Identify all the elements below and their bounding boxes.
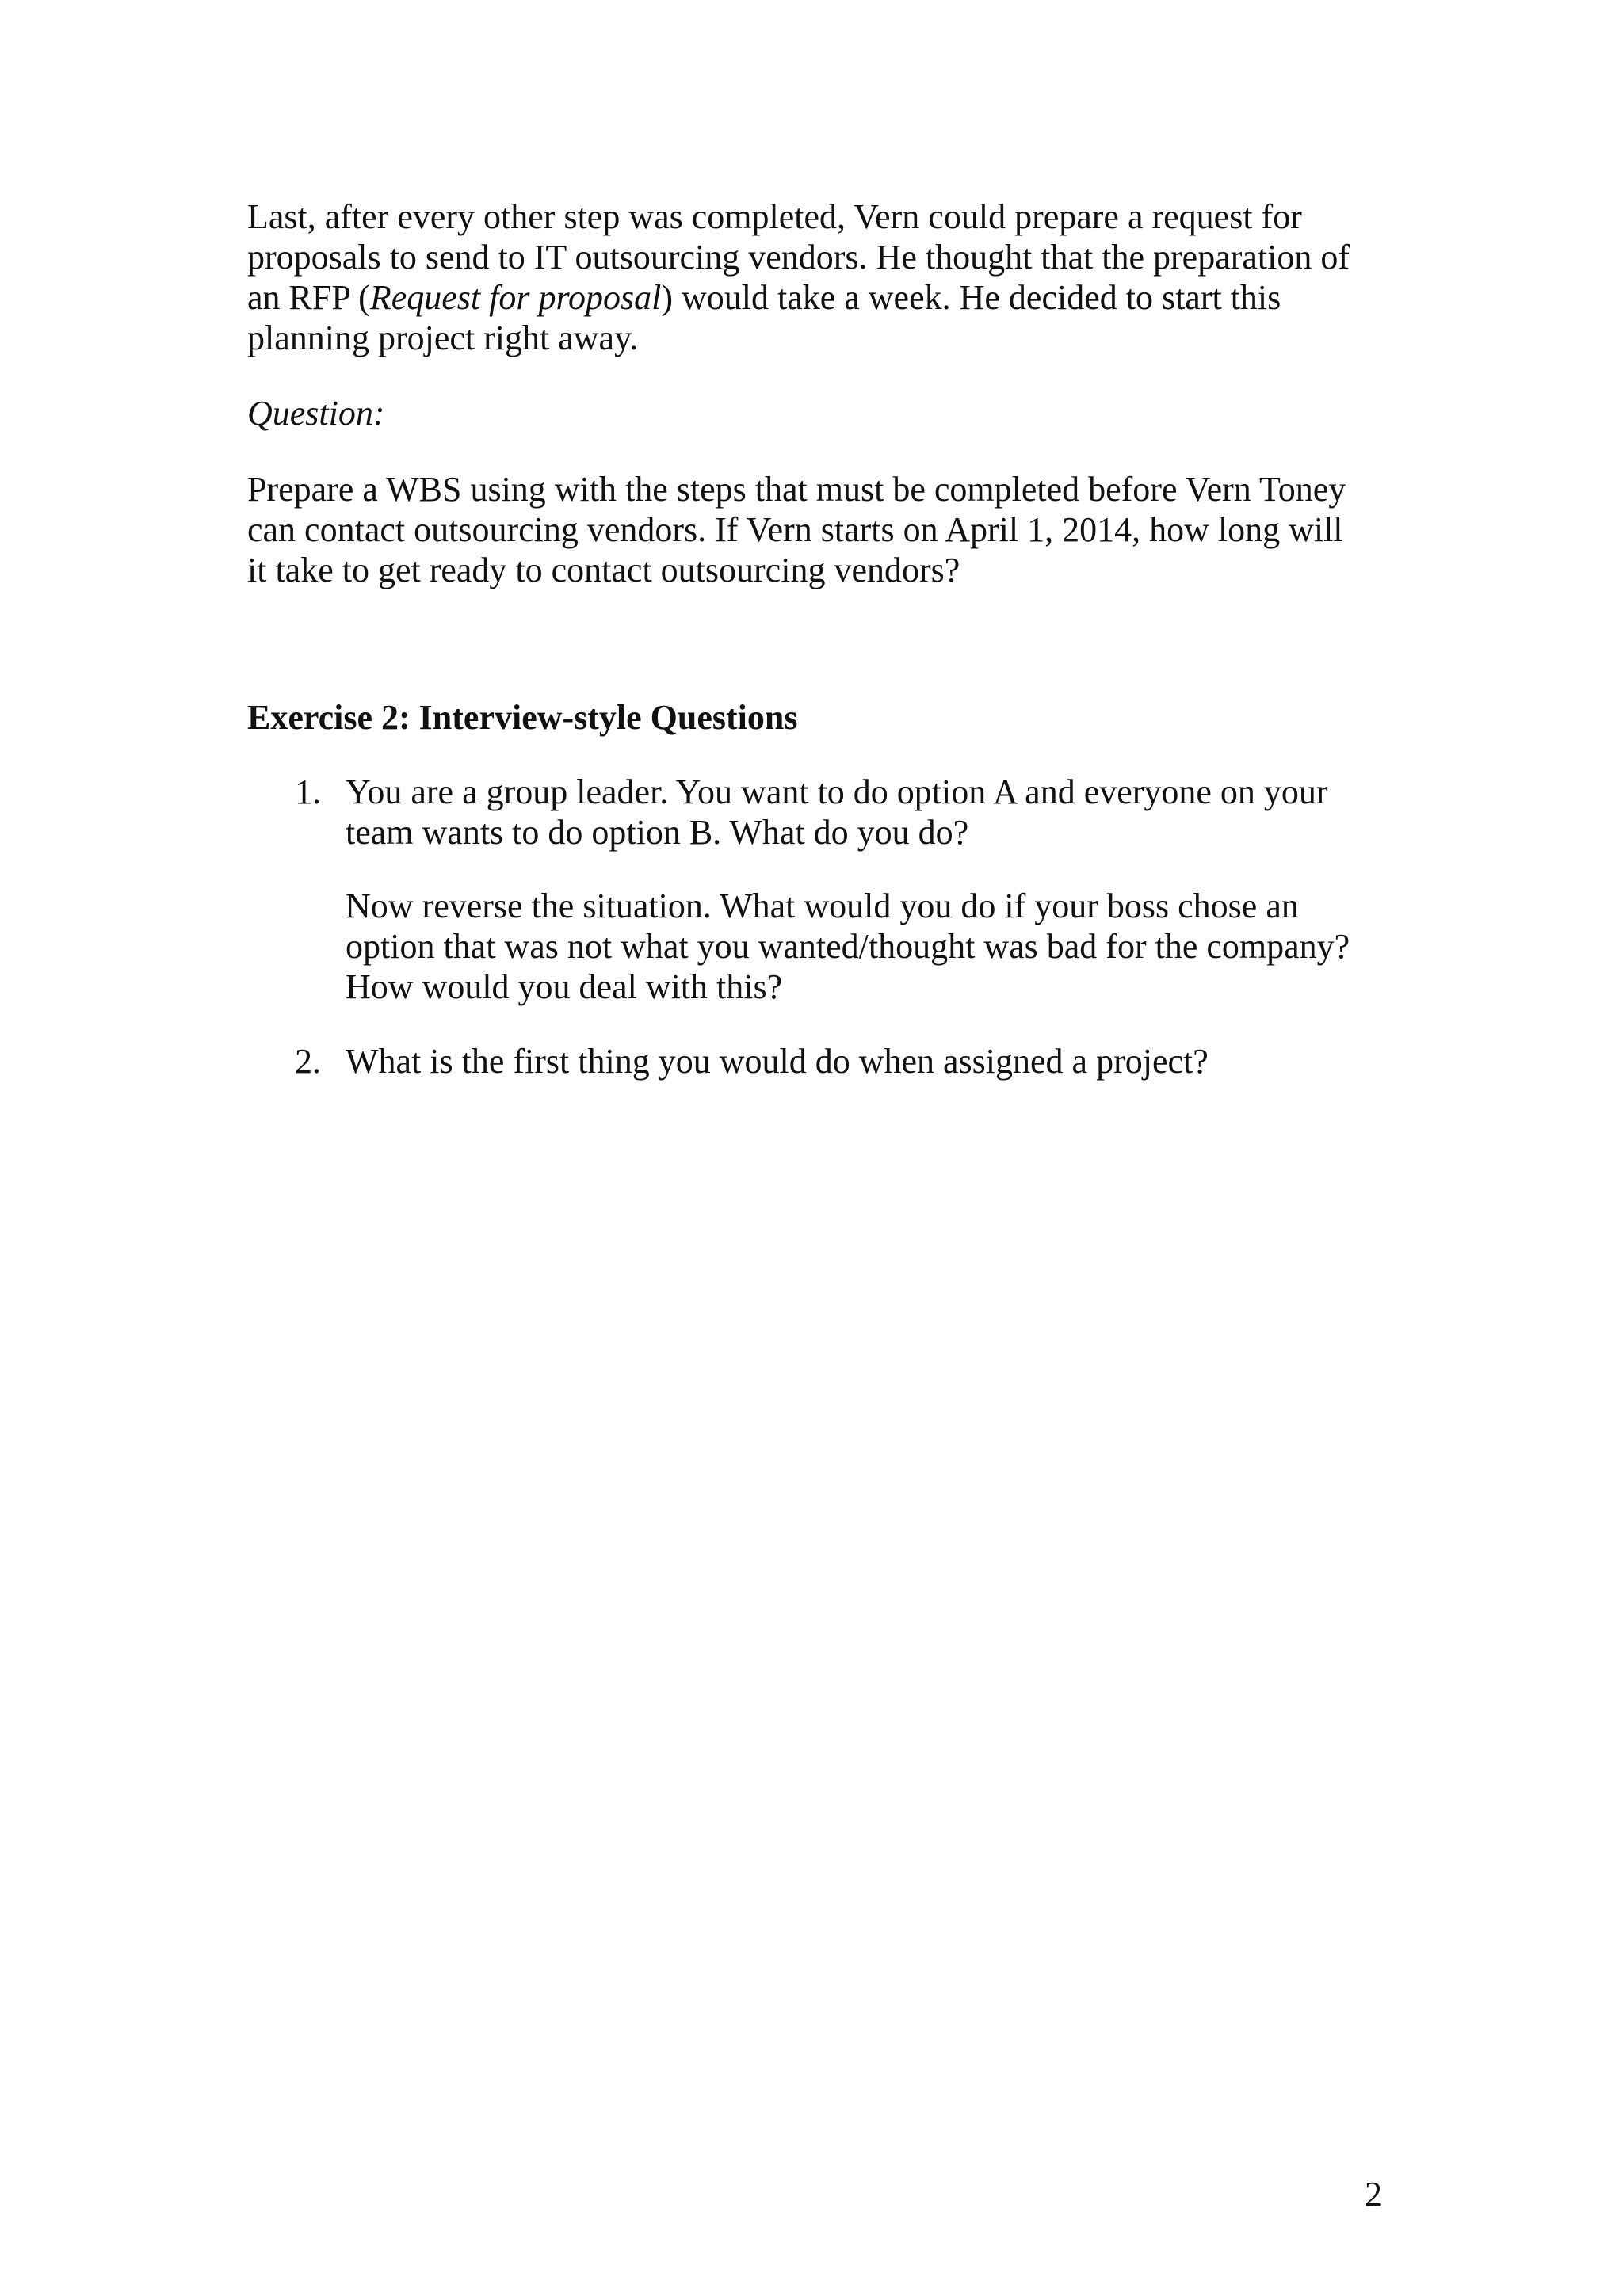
list-item-number: 2. — [295, 1042, 321, 1081]
item-1-sub-line-2: option that was not what you wanted/thought was bad for the company? — [346, 927, 1350, 966]
question-paragraph — [247, 469, 1388, 590]
intro-line-1: Last, after every other step was completed, Vern could prepare a request for — [247, 197, 1302, 236]
item-1-sub-line-1: Now reverse the situation. What would you do if your boss chose an — [346, 887, 1299, 925]
intro-line-4: planning project right away. — [247, 318, 639, 357]
intro-line-2: proposals to send to IT outsourcing vendors. He thought that the preparation of — [247, 238, 1350, 277]
subparagraph-text — [346, 886, 1350, 1007]
question-line-2: can contact outsourcing vendors. If Vern starts on April 1, 2014, how long will — [247, 510, 1343, 549]
question-line-3: it take to get ready to contact outsourcing vendors? — [247, 551, 960, 589]
intro-line-3 — [247, 277, 1388, 318]
exercise-heading: Exercise 2: Interview-style Questions — [247, 698, 798, 737]
item-1-sub-line-3: How would you deal with this? — [346, 967, 783, 1006]
item-2-line-1: What is the first thing you would do when assigned a project? — [346, 1042, 1209, 1081]
intro-line-3-pre: an RFP ( — [247, 278, 370, 317]
question-line-1: Prepare a WBS using with the steps that must be completed before Vern Toney — [247, 470, 1346, 509]
page-number: 2 — [1365, 2175, 1382, 2214]
question-label: Question: — [247, 394, 385, 433]
list-item-number: 1. — [295, 772, 321, 811]
item-1-line-1: You are a group leader. You want to do option A and everyone on your — [346, 772, 1328, 811]
list-item-text — [346, 772, 1328, 852]
intro-line-3-post: ) would take a week. He decided to start this — [661, 278, 1281, 317]
intro-paragraph — [247, 196, 1388, 358]
item-1-line-2: team wants to do option B. What do you do? — [346, 813, 969, 852]
rfp-expansion: Request for proposal — [369, 278, 662, 317]
list-item-text — [346, 1041, 1209, 1081]
